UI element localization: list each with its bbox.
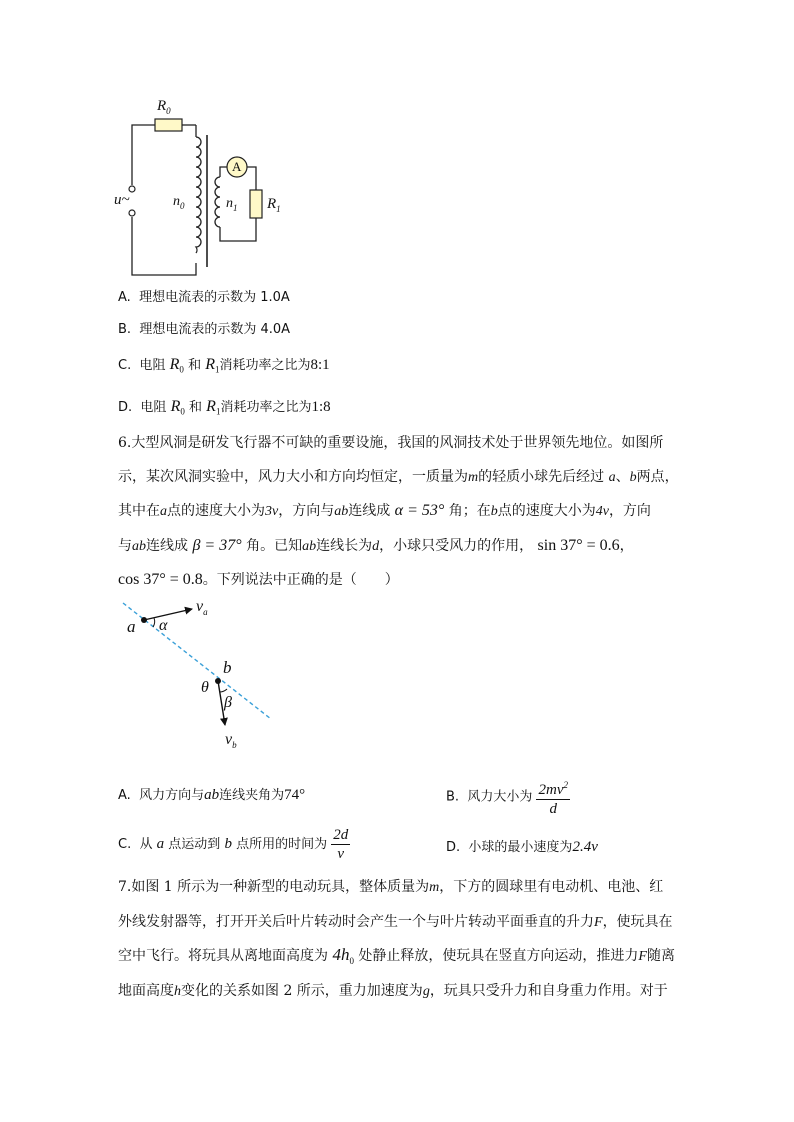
beta-arc: [220, 689, 227, 692]
terminal-top: [129, 186, 135, 192]
q6-line-3: 其中在a点的速度大小为3v，方向与ab连线成 α = 53° 角；在b点的速度大小为4v，方向: [118, 502, 651, 519]
transformer-circuit-figure: [110, 95, 310, 280]
label-b: b: [223, 658, 232, 677]
q7-line-1: 7.如图 1 所示为一种新型的电动玩具，整体质量为m，下方的圆球里有电动机、电池、红: [118, 879, 664, 895]
label-r1: $R_1$: [267, 196, 281, 214]
label-beta: β: [224, 694, 232, 711]
q5-option-d[interactable]: D. 电阻 $R_0$ 和 $R_1$消耗功率之比为1:8: [118, 398, 331, 417]
secondary-wire-top-left: [220, 167, 227, 177]
q5-option-c[interactable]: C. 电阻 $R_0$ 和 $R_1$消耗功率之比为8:1: [118, 356, 330, 375]
velocity-va-arrow: [144, 609, 192, 620]
q7-line-4: 地面高度h变化的关系如图 2 所示，重力加速度为g，玩具只受升力和自身重力作用。对于: [118, 983, 668, 999]
q6-line-1: 6.大型风洞是研发飞行器不可缺的重要设施，我国的风洞技术处于世界领先地位。如图所: [118, 435, 664, 451]
q6-line-4: 与ab连线成 β = 37° 角。已知ab连线长为d，小球只受风力的作用， sin 37° = 0.6，: [118, 537, 634, 554]
label-r0: $R_0$: [157, 98, 171, 116]
label-alpha: α: [159, 617, 168, 634]
q6-option-d[interactable]: D. 小球的最小速度为2.4v: [446, 839, 598, 855]
secondary-wire-bottom: [220, 218, 256, 241]
velocity-figure: [115, 595, 285, 755]
q5-option-a[interactable]: A. 理想电流表的示数为 1.0A: [118, 290, 290, 305]
primary-wire-bottom: [132, 217, 196, 275]
label-va: $v_a$: [196, 598, 208, 618]
circuit-diagram: [110, 95, 310, 280]
label-u: u~: [114, 192, 130, 208]
q6-option-b[interactable]: B. 风力大小为 $\frac{2mv^2}{d}$: [446, 776, 570, 818]
terminal-bottom: [129, 210, 135, 216]
q6-option-a[interactable]: A. 风力方向与ab连线夹角为74°: [118, 787, 306, 803]
q6-number: 6.: [118, 435, 132, 451]
q6-option-b-fraction: $\frac{2mv^2}{d}$: [536, 776, 570, 818]
q6-option-c[interactable]: C. 从 a 点运动到 b 点所用的时间为 $\frac{2d}{v}$: [118, 827, 349, 862]
label-a: a: [127, 617, 136, 636]
secondary-coil: [215, 177, 220, 227]
q7-number: 7.: [118, 879, 132, 895]
q7-line-2: 外线发射器等，打开开关后叶片转动时会产生一个与叶片转动平面垂直的升力F，使玩具在: [118, 914, 673, 930]
q6-line-5: cos 37° = 0.8。下列说法中正确的是（ ）: [118, 571, 399, 588]
label-ammeter: A: [232, 159, 242, 174]
resistor-r0: [155, 119, 182, 131]
label-vb: $v_b$: [225, 731, 237, 751]
label-n0: $n_0$: [173, 194, 185, 211]
secondary-wire-top-right: [247, 167, 256, 190]
q5-option-b[interactable]: B. 理想电流表的示数为 4.0A: [118, 322, 291, 337]
q6-option-c-fraction: $\frac{2d}{v}$: [333, 827, 349, 862]
primary-wire-top-left: [132, 125, 155, 185]
q7-line-3: 空中飞行。将玩具从离地面高度为 $4h_0$ 处静止释放，使玩具在竖直方向运动，推进力F随离: [118, 945, 675, 966]
label-theta: θ: [201, 679, 209, 696]
resistor-r1: [250, 190, 262, 218]
q6-line-2: 示，某次风洞实验中，风力大小和方向均恒定，一质量为m的轻质小球先后经过 a、b两点，: [118, 469, 679, 485]
primary-coil: [196, 137, 201, 253]
alpha-arc: [153, 618, 155, 627]
velocity-diagram: [115, 595, 285, 755]
label-n1: $n_1$: [226, 196, 238, 213]
